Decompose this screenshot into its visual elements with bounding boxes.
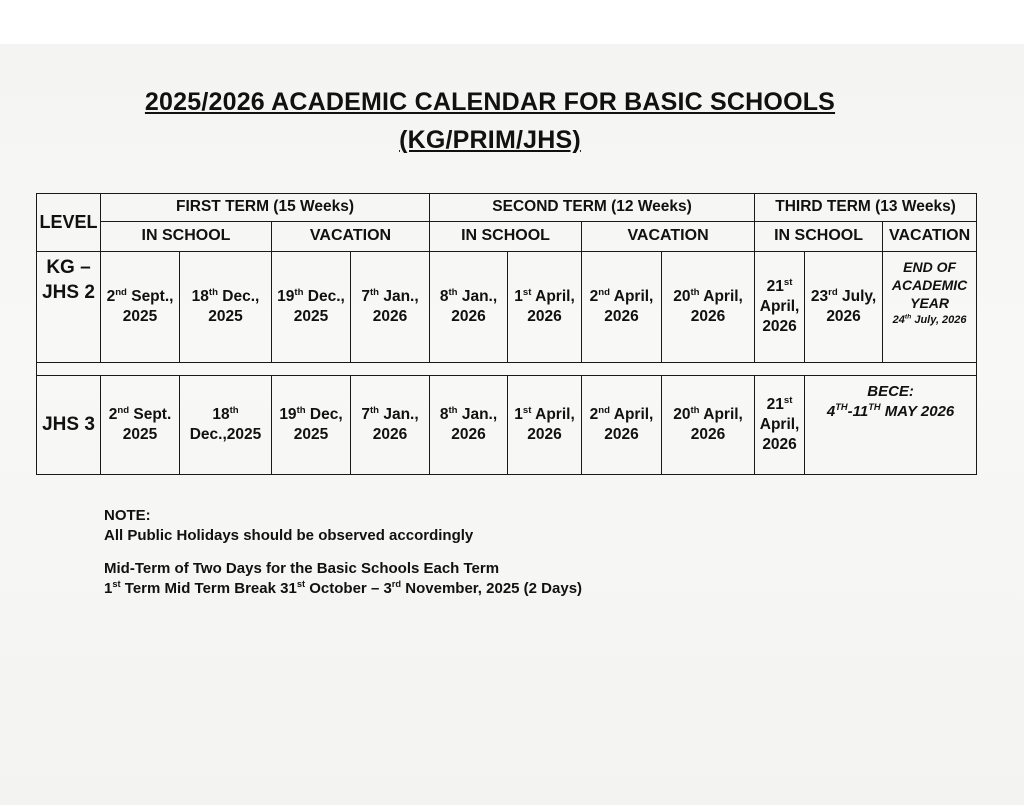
bece-dates: 4TH-11TH MAY 2026: [826, 401, 955, 420]
page-top-margin: [0, 0, 1024, 44]
bece-label: BECE:: [867, 383, 914, 400]
document-subtitle: (KG/PRIM/JHS): [399, 126, 581, 154]
date-cell: 2nd April, 2026: [582, 252, 662, 363]
date-cell: 18th Dec.,2025: [180, 376, 272, 475]
note-public-holidays: All Public Holidays should be observed accordingly: [104, 527, 474, 545]
note-mid-term: Mid-Term of Two Days for the Basic Schools Each Term: [104, 559, 500, 577]
first-term-in-school-header: IN SCHOOL: [101, 222, 272, 252]
date-cell: 19th Dec., 2025: [272, 252, 351, 363]
date-cell: 7th Jan., 2026: [351, 376, 430, 475]
document-title: 2025/2026 ACADEMIC CALENDAR FOR BASIC SCHOOLS: [144, 88, 836, 116]
table-row-jhs3: [37, 376, 977, 475]
academic-calendar-table: [36, 193, 977, 475]
note-mid-term-break: 1st Term Mid Term Break 31st October – 3rd November, 2025 (2 Days): [104, 578, 583, 597]
date-cell: 21st April, 2026: [755, 376, 805, 475]
level-header: LEVEL: [37, 194, 101, 252]
table-separator-row: [37, 363, 977, 376]
date-cell: 2nd Sept. 2025: [101, 376, 180, 475]
date-cell: 23rd July, 2026: [805, 252, 883, 363]
date-cell: 7th Jan., 2026: [351, 252, 430, 363]
date-cell: 1st April, 2026: [508, 376, 582, 475]
level-kg-jhs2: KG – JHS 2: [37, 252, 101, 363]
date-cell: 19th Dec, 2025: [272, 376, 351, 475]
table-row-kg-jhs2: [37, 252, 977, 363]
date-cell: 8th Jan., 2026: [430, 252, 508, 363]
date-cell: 2nd April, 2026: [582, 376, 662, 475]
term-header-third: THIRD TERM (13 Weeks): [755, 194, 977, 222]
end-of-year-cell: END OF ACADEMIC YEAR 24th July, 2026: [883, 252, 977, 363]
notes-heading: NOTE:: [104, 507, 151, 524]
date-cell: 8th Jan., 2026: [430, 376, 508, 475]
third-term-vacation-header: VACATION: [883, 222, 977, 252]
term-header-first: FIRST TERM (15 Weeks): [101, 194, 430, 222]
first-term-vacation-header: VACATION: [272, 222, 430, 252]
level-jhs3: JHS 3: [37, 376, 101, 475]
term-header-second: SECOND TERM (12 Weeks): [430, 194, 755, 222]
date-cell: 20th April, 2026: [662, 252, 755, 363]
notes-section: [104, 506, 582, 599]
bece-cell: [805, 376, 977, 475]
third-term-in-school-header: IN SCHOOL: [755, 222, 883, 252]
second-term-vacation-header: VACATION: [582, 222, 755, 252]
date-cell: 1st April, 2026: [508, 252, 582, 363]
date-cell: 18th Dec., 2025: [180, 252, 272, 363]
date-cell: 20th April, 2026: [662, 376, 755, 475]
second-term-in-school-header: IN SCHOOL: [430, 222, 582, 252]
end-of-year-date: 24th July, 2026: [892, 312, 967, 326]
date-cell: 21st April, 2026: [755, 252, 805, 363]
date-cell: 2nd Sept., 2025: [101, 252, 180, 363]
